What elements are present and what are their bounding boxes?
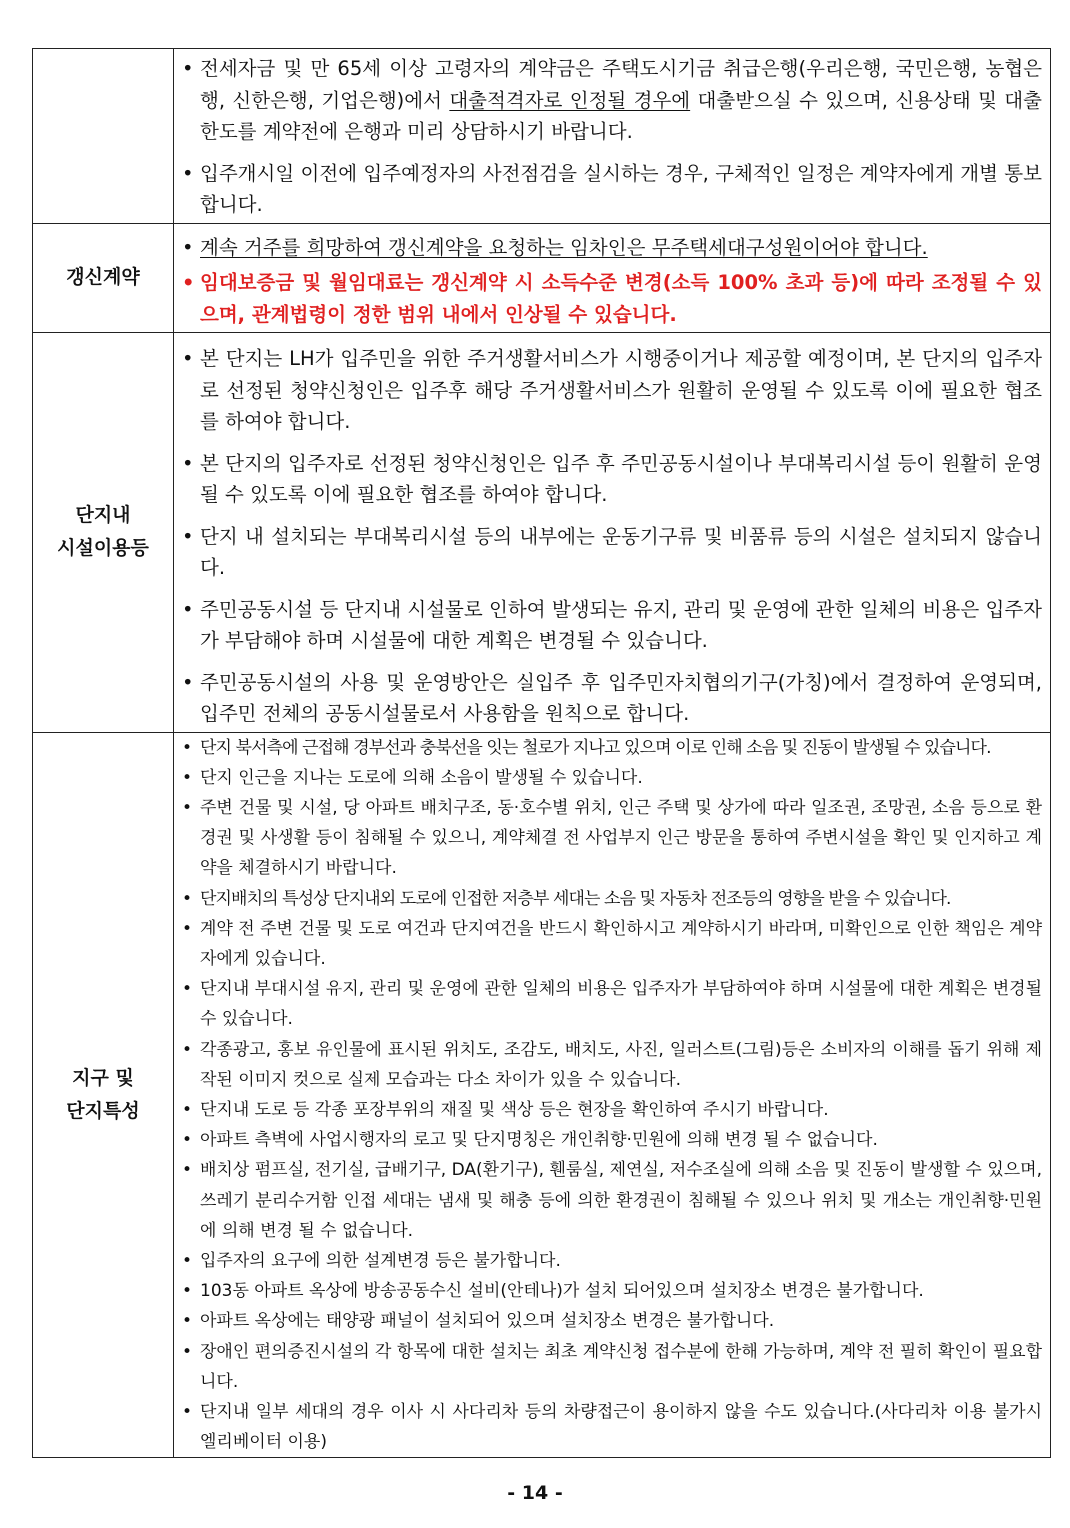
page-number: - 14 -	[507, 1482, 563, 1504]
list-item: • 주민공동시설의 사용 및 운영방안은 실입주 후 입주민자치협의기구(가칭)에서 결정하여 운영되며, 입주민 전체의 공동시설물로서 사용함을 원칙으로 합니다.	[178, 667, 1042, 730]
list-item: • 단지 인근을 지나는 도로에 의해 소음이 발생될 수 있습니다.	[178, 763, 1042, 793]
list-item: • 계약 전 주변 건물 및 도로 여건과 단지여건을 반드시 확인하시고 계약하시기 바라며, 미확인으로 인한 책임은 계약자에게 있습니다.	[178, 914, 1042, 974]
list-item: • 본 단지의 입주자로 선정된 청약신청인은 입주 후 주민공동시설이나 부대복리시설 등이 원활히 운영될 수 있도록 이에 필요한 협조를 하여야 합니다.	[178, 448, 1042, 511]
list-item: • 입주자의 요구에 의한 설계변경 등은 불가합니다.	[178, 1246, 1042, 1276]
row-label	[33, 223, 174, 333]
list-item: • 단지내 부대시설 유지, 관리 및 운영에 관한 일체의 비용은 입주자가 부담하여야 하며 시설물에 대한 계획은 변경될 수 있습니다.	[178, 974, 1042, 1034]
label-line: 갱신계약	[66, 266, 140, 289]
notice-table	[32, 48, 1051, 1458]
list-item: • 단지내 일부 세대의 경우 이사 시 사다리차 등의 차량접근이 용이하지 않을 수도 있습니다.(사다리차 이용 불가시 엘리베이터 이용)	[178, 1397, 1042, 1457]
row-content	[174, 333, 1051, 733]
table-row	[33, 333, 1051, 733]
row-content	[174, 49, 1051, 224]
list-item: • 주변 건물 및 시설, 당 아파트 배치구조, 동·호수별 위치, 인근 주택 및 상가에 따라 일조권, 조망권, 소음 등으로 환경권 및 사생활 등이 침해될 수 있으니, 계약체결 전 사업부지 인근 방문을 통하여 주변시설을 확인 및 인지하고 계약을 체결하시기 바랍니다.	[178, 793, 1042, 884]
table-row	[33, 223, 1051, 333]
list-item: • 장애인 편의증진시설의 각 항목에 대한 설치는 최초 계약신청 접수분에 한해 가능하며, 계약 전 필히 확인이 필요합니다.	[178, 1337, 1042, 1397]
list-item: • 아파트 측벽에 사업시행자의 로고 및 단지명칭은 개인취향·민원에 의해 변경 될 수 없습니다.	[178, 1125, 1042, 1155]
label-line: 단지특성	[66, 1099, 140, 1122]
list-item: • 주민공동시설 등 단지내 시설물로 인하여 발생되는 유지, 관리 및 운영에 관한 일체의 비용은 입주자가 부담해야 하며 시설물에 대한 계획은 변경될 수 있습니다.	[178, 594, 1042, 657]
list-item: • 단지배치의 특성상 단지내외 도로에 인접한 저층부 세대는 소음 및 자동차 전조등의 영향을 받을 수 있습니다.	[178, 884, 1042, 914]
list-item: • 각종광고, 홍보 유인물에 표시된 위치도, 조감도, 배치도, 사진, 일러스트(그림)등은 소비자의 이해를 돕기 위해 제작된 이미지 컷으로 실제 모습과는 다소 차이가 있을 수 있습니다.	[178, 1035, 1042, 1095]
list-item: • 임대보증금 및 월임대료는 갱신계약 시 소득수준 변경(소득 100% 초과 등)에 따라 조정될 수 있으며, 관계법령이 정한 범위 내에서 인상될 수 있습니다.	[178, 267, 1042, 330]
row-content	[174, 732, 1051, 1458]
label-line: 단지내	[75, 504, 131, 526]
row-label	[33, 333, 174, 733]
table-row	[33, 49, 1051, 224]
row-label	[33, 732, 174, 1458]
list-item: • 아파트 옥상에는 태양광 패널이 설치되어 있으며 설치장소 변경은 불가합니다.	[178, 1306, 1042, 1336]
list-item: • 본 단지는 LH가 입주민을 위한 주거생활서비스가 시행중이거나 제공할 예정이며, 본 단지의 입주자로 선정된 청약신청인은 입주후 해당 주거생활서비스가 원활히 운영될 수 있도록 이에 필요한 협조를 하여야 합니다.	[178, 343, 1042, 438]
list-item: • 단지 북서측에 근접해 경부선과 충북선을 잇는 철로가 지나고 있으며 이로 인해 소음 및 진동이 발생될 수 있습니다.	[178, 733, 1042, 763]
label-line: 지구 및	[72, 1066, 134, 1089]
row-label	[33, 49, 174, 224]
row-content	[174, 223, 1051, 333]
list-item: • 단지내 도로 등 각종 포장부위의 재질 및 색상 등은 현장을 확인하여 주시기 바랍니다.	[178, 1095, 1042, 1125]
list-item: • 입주개시일 이전에 입주예정자의 사전점검을 실시하는 경우, 구체적인 일정은 계약자에게 개별 통보합니다.	[178, 158, 1042, 221]
list-item: • 배치상 펌프실, 전기실, 급배기구, DA(환기구), 휀룸실, 제연실, 저수조실에 의해 소음 및 진동이 발생할 수 있으며, 쓰레기 분리수거함 인접 세대는 냄새 및 해충 등에 의한 환경권이 침해될 수 있으나 위치 및 개소는 개인취향·민원에 의해 변경 될 수 없습니다.	[178, 1155, 1042, 1246]
table-row	[33, 732, 1051, 1458]
list-item: • 전세자금 및 만 65세 이상 고령자의 계약금은 주택도시기금 취급은행(우리은행, 국민은행, 농협은행, 신한은행, 기업은행)에서 대출적격자로 인정될 경우에 대출받으실 수 있으며, 신용상태 및 대출한도를 계약전에 은행과 미리 상담하시기 바랍니다.	[178, 53, 1042, 148]
list-item: • 단지 내 설치되는 부대복리시설 등의 내부에는 운동기구류 및 비품류 등의 시설은 설치되지 않습니다.	[178, 521, 1042, 584]
list-item: • 계속 거주를 희망하여 갱신계약을 요청하는 임차인은 무주택세대구성원이어야 합니다.	[178, 232, 1042, 264]
label-line: 시설이용등	[57, 537, 149, 560]
list-item: • 103동 아파트 옥상에 방송공동수신 설비(안테나)가 설치 되어있으며 설치장소 변경은 불가합니다.	[178, 1276, 1042, 1306]
